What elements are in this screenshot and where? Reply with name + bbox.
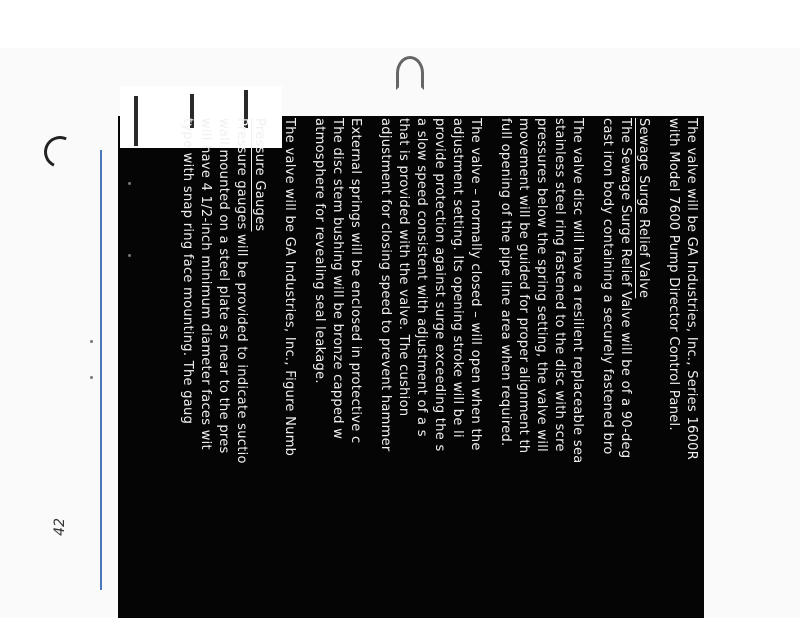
section-heading: Sewage Surge Relief Valve <box>636 118 651 299</box>
text-line <box>484 118 496 614</box>
text-line: The disc stem bushing will be bronze capped w <box>330 118 345 440</box>
text-line: The Sewage Surge Relief Valve will be of a 90-deg <box>618 118 633 459</box>
text-line <box>586 118 598 614</box>
text-line: The valve – normally closed – will open when the <box>468 118 483 451</box>
text-line: movement will be guided for proper alignment th <box>516 118 531 454</box>
punch-hole-top <box>396 56 424 90</box>
text-line: with Model 7600 Pump Director Control Panel. <box>666 118 681 431</box>
scan-speck <box>90 376 93 379</box>
inset-mark <box>134 96 138 146</box>
text-line: The valve will be GA Industries, Inc., Series 1600R <box>684 118 699 461</box>
text-line: pressures below the spring setting, the valve will <box>534 118 549 453</box>
text-line: provide protection against surge exceeding the s <box>432 118 447 452</box>
scan-speck <box>128 182 131 185</box>
text-line: cast iron body containing a securely fastened bro <box>600 118 615 455</box>
page-number: 42 <box>52 518 68 536</box>
text-line: that is provided with the valve. The cushion <box>396 118 411 417</box>
text-line: atmosphere for revealing seal leakage. <box>312 118 327 384</box>
text-line: wall mounted on a steel plate as near to the pres <box>216 118 231 454</box>
section-heading: Pressure Gauges <box>252 118 267 232</box>
text-line <box>298 118 310 614</box>
scan-speck <box>128 254 131 257</box>
margin-rule <box>100 150 102 590</box>
text-line: full opening of the pipe line area when required. <box>498 118 513 447</box>
text-line: adjustment for closing speed to prevent hammer <box>378 118 393 452</box>
document-body <box>140 118 700 614</box>
text-line: adjustment setting. Its opening stroke will be li <box>450 118 465 438</box>
text-line <box>268 118 280 614</box>
text-line: type with snap ring face mounting. The gaug <box>180 118 195 425</box>
text-line: The valve disc will have a resilient replaceable sea <box>570 118 585 464</box>
text-line: stainless steel ring fastened to the disc with scre <box>552 118 567 452</box>
text-line <box>364 118 376 614</box>
scan-speck <box>90 340 93 343</box>
text-line: a slow speed consistent with adjustment of a s <box>414 118 429 437</box>
text-line: External springs will be enclosed in protective c <box>348 118 363 444</box>
text-line: Pressure gauges will be provided to indicate suctio <box>234 118 249 464</box>
text-line <box>652 118 664 614</box>
top-margin <box>0 0 800 48</box>
punch-hole-left <box>39 131 80 172</box>
text-line: The valve will be GA Industries, Inc., Figure Numb <box>282 118 297 457</box>
text-line: will have 4 1/2-inch minimum diameter faces wit <box>198 118 213 450</box>
